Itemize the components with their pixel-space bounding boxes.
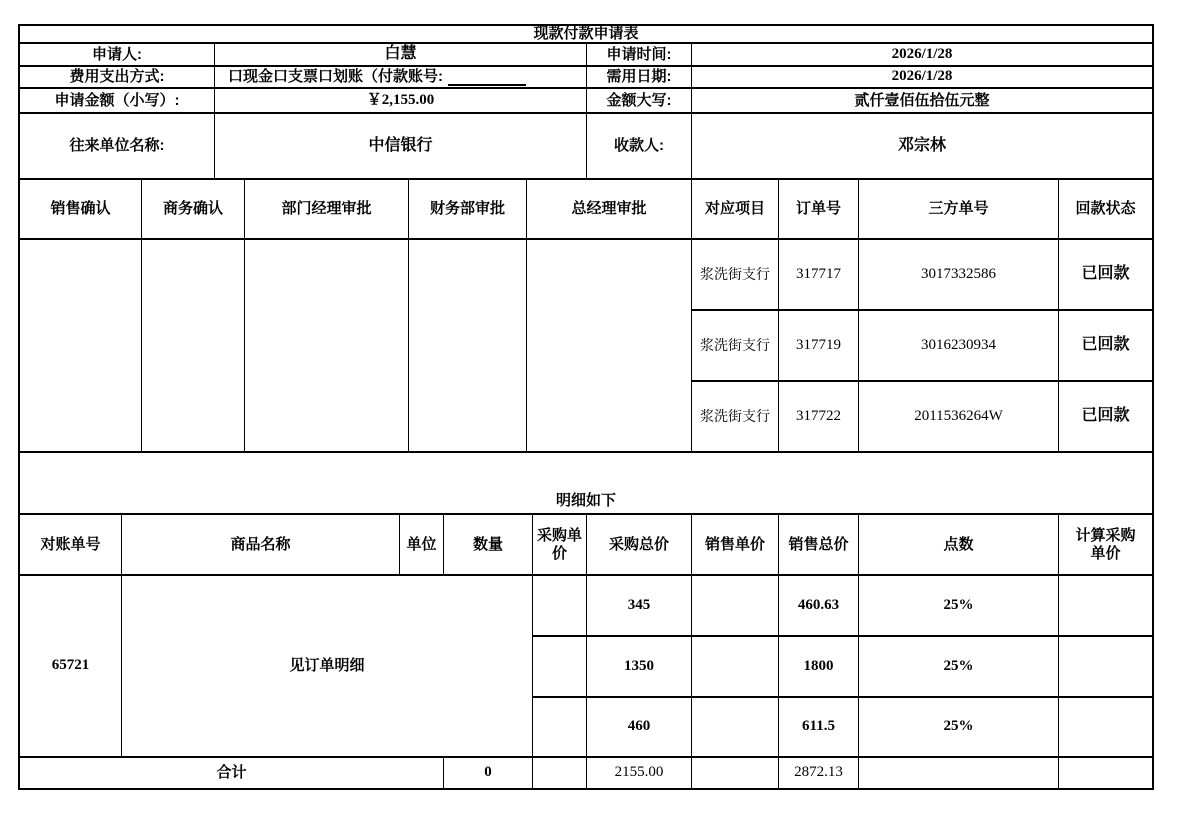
- header-sales-total: 销售总价: [779, 515, 859, 576]
- sales-total-cell: 611.5: [779, 698, 859, 758]
- detail-data-grid: [533, 576, 1152, 758]
- purchase-total-cell: 460: [587, 698, 692, 758]
- total-calc-purchase-price-cell: [1059, 758, 1152, 788]
- order-no-cell: 317717: [779, 240, 859, 311]
- sales-total-cell: 460.63: [779, 576, 859, 637]
- header-dept-manager-approval: 部门经理审批: [245, 180, 409, 240]
- sales-price-cell: [692, 698, 779, 758]
- header-calc-purchase-price: 计算采购单价: [1059, 515, 1152, 576]
- third-party-no-cell: 3017332586: [859, 240, 1059, 311]
- order-no-cell: 317719: [779, 311, 859, 382]
- total-purchase-total-cell: 2155.00: [587, 758, 692, 788]
- project-cell: 浆洗街支行: [692, 240, 779, 311]
- row-counterparty: [20, 114, 1152, 180]
- value-amount-figures: ￥2,155.00: [215, 89, 587, 114]
- value-amount-words: 贰仟壹佰伍拾伍元整: [692, 89, 1152, 114]
- form-title: 现款付款申请表: [20, 26, 1152, 44]
- row-applicant: [20, 44, 1152, 67]
- purchase-price-cell: [533, 698, 587, 758]
- header-gm-approval: 总经理审批: [527, 180, 692, 240]
- title-row: [20, 26, 1152, 44]
- payment-account-blank-line: [448, 69, 526, 86]
- value-payment-method: [215, 67, 587, 89]
- header-statement-no: 对账单号: [20, 515, 122, 576]
- approval-body: [20, 240, 1152, 453]
- sales-price-cell: [692, 576, 779, 637]
- label-payee: 收款人:: [587, 114, 692, 180]
- header-purchase-total: 采购总价: [587, 515, 692, 576]
- header-product-name: 商品名称: [122, 515, 400, 576]
- purchase-total-cell: 1350: [587, 637, 692, 698]
- approval-data-grid: [692, 240, 1152, 453]
- total-label-cell: 合计: [20, 758, 444, 788]
- value-required-date: 2026/1/28: [692, 67, 1152, 89]
- sales-total-cell: 1800: [779, 637, 859, 698]
- points-cell: 25%: [859, 576, 1059, 637]
- label-amount-words: 金额大写:: [587, 89, 692, 114]
- purchase-price-cell: [533, 576, 587, 637]
- value-applicant-name: 白慧: [215, 44, 587, 67]
- label-payment-method: 费用支出方式:: [20, 67, 215, 89]
- total-purchase-price-cell: [533, 758, 587, 788]
- statement-no-cell: 65721: [20, 576, 122, 758]
- header-quantity: 数量: [444, 515, 533, 576]
- total-quantity-cell: 0: [444, 758, 533, 788]
- product-name-cell: 见订单明细: [122, 576, 533, 758]
- project-cell: 浆洗街支行: [692, 382, 779, 453]
- third-party-no-cell: 3016230934: [859, 311, 1059, 382]
- sales-price-cell: [692, 637, 779, 698]
- label-counterparty: 往来单位名称:: [20, 114, 215, 180]
- header-finance-approval: 财务部审批: [409, 180, 527, 240]
- value-apply-time: 2026/1/28: [692, 44, 1152, 67]
- purchase-total-cell: 345: [587, 576, 692, 637]
- detail-body: [20, 576, 1152, 758]
- approval-header-row: [20, 180, 1152, 240]
- value-payee: 邓宗林: [692, 114, 1152, 180]
- detail-section-title-row: [20, 453, 1152, 515]
- detail-section-title: 明细如下: [20, 453, 1152, 515]
- payment-status-cell: 已回款: [1059, 311, 1152, 382]
- calc-purchase-price-cell: [1059, 576, 1152, 637]
- header-business-confirm: 商务确认: [142, 180, 245, 240]
- header-order-no: 订单号: [779, 180, 859, 240]
- header-sales-price: 销售单价: [692, 515, 779, 576]
- points-cell: 25%: [859, 698, 1059, 758]
- value-counterparty: 中信银行: [215, 114, 587, 180]
- dept-manager-signature-cell: [245, 240, 409, 453]
- header-purchase-price: 采购单价: [533, 515, 587, 576]
- total-sales-total-cell: 2872.13: [779, 758, 859, 788]
- third-party-no-cell: 2011536264W: [859, 382, 1059, 453]
- purchase-price-cell: [533, 637, 587, 698]
- label-apply-time: 申请时间:: [587, 44, 692, 67]
- project-cell: 浆洗街支行: [692, 311, 779, 382]
- payment-method-text: 口现金口支票口划账（付款账号:: [228, 68, 443, 86]
- payment-status-cell: 已回款: [1059, 240, 1152, 311]
- header-project: 对应项目: [692, 180, 779, 240]
- payment-request-form: [18, 24, 1154, 790]
- calc-purchase-price-cell: [1059, 698, 1152, 758]
- order-no-cell: 317722: [779, 382, 859, 453]
- finance-signature-cell: [409, 240, 527, 453]
- row-payment-method: [20, 67, 1152, 89]
- payment-status-cell: 已回款: [1059, 382, 1152, 453]
- total-row: [20, 758, 1152, 788]
- header-points: 点数: [859, 515, 1059, 576]
- header-unit: 单位: [400, 515, 444, 576]
- header-payment-status: 回款状态: [1059, 180, 1152, 240]
- total-points-cell: [859, 758, 1059, 788]
- label-applicant: 申请人:: [20, 44, 215, 67]
- points-cell: 25%: [859, 637, 1059, 698]
- calc-purchase-price-cell: [1059, 637, 1152, 698]
- header-sales-confirm: 销售确认: [20, 180, 142, 240]
- label-amount-figures: 申请金额（小写）:: [20, 89, 215, 114]
- header-third-party-no: 三方单号: [859, 180, 1059, 240]
- label-required-date: 需用日期:: [587, 67, 692, 89]
- detail-header-row: [20, 515, 1152, 576]
- row-amount: [20, 89, 1152, 114]
- business-confirm-signature-cell: [142, 240, 245, 453]
- total-sales-price-cell: [692, 758, 779, 788]
- gm-signature-cell: [527, 240, 692, 453]
- sales-confirm-signature-cell: [20, 240, 142, 453]
